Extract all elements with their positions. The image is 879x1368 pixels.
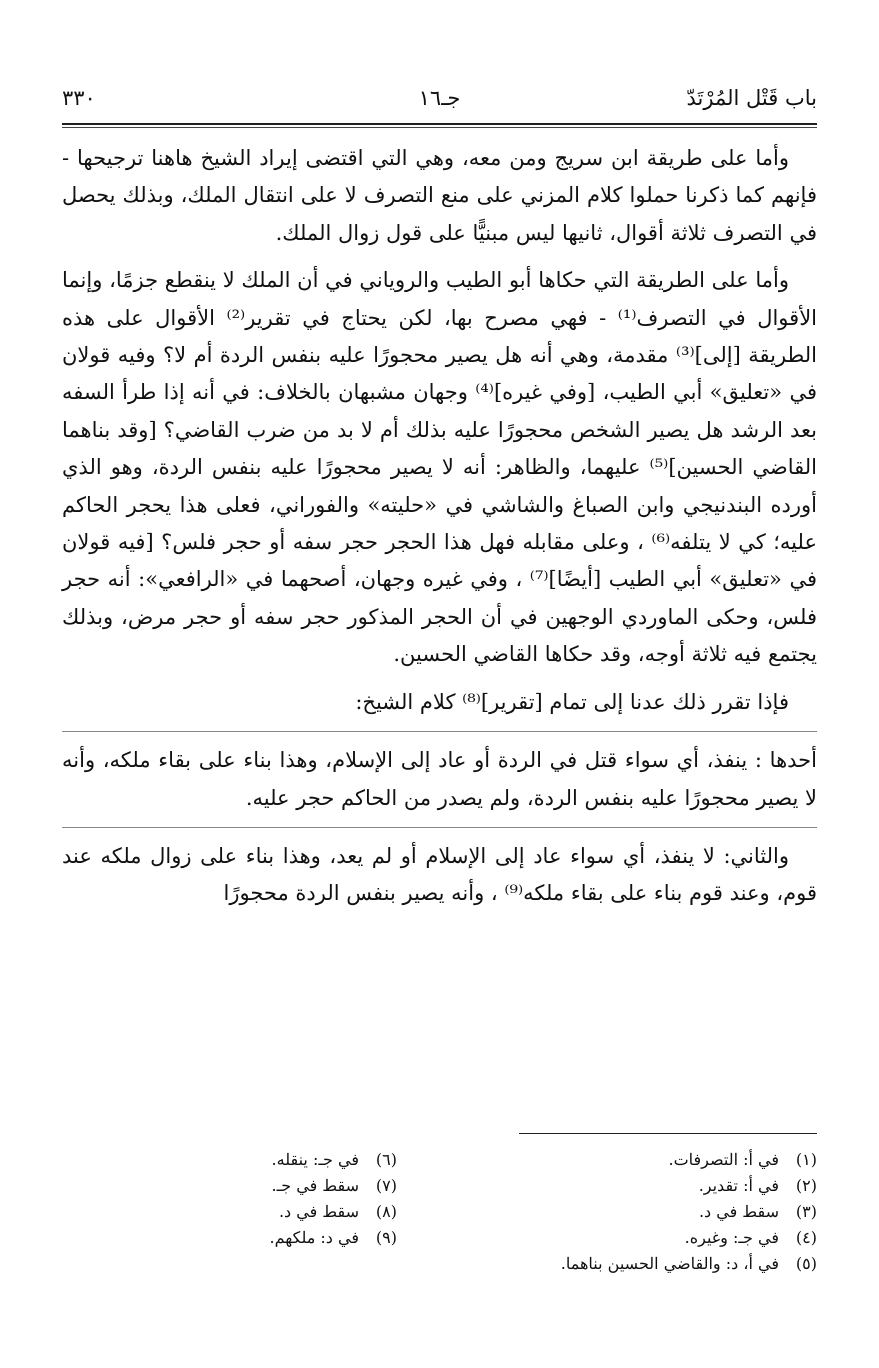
footnote-text: في جـ: ينقله. bbox=[271, 1150, 359, 1169]
footnote-number: (٨) bbox=[375, 1202, 397, 1221]
section-divider bbox=[62, 827, 817, 828]
footnote-number: (٣) bbox=[795, 1202, 817, 1221]
footnote-number: (٧) bbox=[375, 1176, 397, 1195]
footnote bbox=[62, 1199, 397, 1225]
footnote bbox=[437, 1199, 817, 1225]
footnote-text: سقط في د. bbox=[278, 1202, 359, 1221]
footnote bbox=[62, 1173, 397, 1199]
footnote-text: سقط في د. bbox=[698, 1202, 779, 1221]
footnote-number: (٩) bbox=[375, 1228, 397, 1247]
footnote-number: (٢) bbox=[795, 1176, 817, 1195]
footnote-text: في أ: التصرفات. bbox=[668, 1150, 779, 1169]
page-number: ٣٣٠ bbox=[62, 86, 96, 110]
footnote-text: في أ، د: والقاضي الحسين بناهما. bbox=[560, 1254, 779, 1273]
paragraph: أحدها : ينفذ، أي سواء قتل في الردة أو عاد إلى الإسلام، وهذا بناء على بقاء ملكه، وأنه لا يصير محجورًا عليه بنفس الردة، ولم يصدر من الحاكم حجر عليه. bbox=[62, 748, 817, 810]
main-text bbox=[62, 140, 817, 923]
header-rule-thick bbox=[62, 123, 817, 125]
running-header bbox=[62, 78, 817, 118]
footnote bbox=[437, 1173, 817, 1199]
footnote-number: (٦) bbox=[375, 1150, 397, 1169]
chapter-title: باب قَتْل المُرْتَدّ bbox=[686, 86, 817, 110]
footnote-text: سقط في جـ. bbox=[271, 1176, 359, 1195]
footnote-text: في أ: تقدير. bbox=[698, 1176, 779, 1195]
paragraph: وأما على طريقة ابن سريج ومن معه، وهي التي اقتضى إيراد الشيخ هاهنا ترجيحها - فإنهم كما ذكرنا حملوا كلام المزني على منع التصرف لا على انتقال الملك، وبذلك يحصل في التصرف ثلاثة أقوال، ثانيها ليس مبنيًّا على قول زوال الملك. bbox=[62, 146, 817, 245]
footnote bbox=[437, 1251, 817, 1277]
paragraph: فإذا تقرر ذلك عدنا إلى تمام [تقرير]⁽⁸⁾ كلام الشيخ: bbox=[355, 689, 789, 714]
footnote bbox=[437, 1147, 817, 1173]
volume-label: جـ١٦ bbox=[418, 86, 461, 110]
footnote bbox=[437, 1225, 817, 1251]
footnote-number: (١) bbox=[795, 1150, 817, 1169]
footnotes-column-left bbox=[62, 1147, 397, 1251]
footnote-text: في د: ملكهم. bbox=[269, 1228, 359, 1247]
footnote-number: (٥) bbox=[795, 1254, 817, 1273]
footnotes-column-right bbox=[437, 1147, 817, 1277]
footnote-number: (٤) bbox=[795, 1228, 817, 1247]
footnote-text: في جـ: وغيره. bbox=[684, 1228, 779, 1247]
section-divider bbox=[62, 731, 817, 732]
footnote bbox=[62, 1147, 397, 1173]
footnote-rule bbox=[519, 1133, 817, 1134]
paragraph: والثاني: لا ينفذ، أي سواء عاد إلى الإسلام أو لم يعد، وهذا بناء على زوال ملكه عند قوم، وعند قوم بناء على بقاء ملكه⁽⁹⁾ ، وأنه يصير بنفس الردة محجورًا bbox=[62, 843, 817, 906]
footnote bbox=[62, 1225, 397, 1251]
paragraph: وأما على الطريقة التي حكاها أبو الطيب والروياني في أن الملك لا ينقطع جزمًا، وإنما الأقوال في التصرف⁽¹⁾ - فهي مصرح بها، لكن يحتاج في تقرير⁽²⁾ الأقوال على هذه الطريقة [إلى]⁽³⁾ مقدمة، وهي أنه هل يصير محجورًا عليه بنفس الردة أم لا؟ وفيه قولان في «تعليق» أبي الطيب، [وفي غيره]⁽⁴⁾ وجهان مشبهان بالخلاف: في أنه إذا طرأ السفه بعد الرشد هل يصير الشخص محجورًا عليه بذلك أم لا بد من ضرب القاضي؟ [وقد بناهما القاضي الحسين]⁽⁵⁾ عليهما، والظاهر: أنه لا يصير محجورًا عليه بنفس الردة، وهو الذي أورده البندنيجي وابن الصباغ والشاشي في «حليته» والفوراني، فعلى هذا يحجر الحاكم عليه؛ كي لا يتلفه⁽⁶⁾ ، وعلى مقابله فهل هذا الحجر حجر سفه أو حجر فلس؟ [فيه قولان في «تعليق» أبي الطيب [أيضًا]⁽⁷⁾ ، وفي غيره وجهان، أصحهما في «الرافعي»: أنه حجر فلس، وحكى الماوردي الوجهين في أن الحجر المذكور حجر سفه أو حجر مرض، وبذلك يجتمع فيه ثلاثة أوجه، وقد حكاها القاضي الحسين. bbox=[62, 268, 818, 667]
header-rule-thin bbox=[62, 127, 817, 128]
